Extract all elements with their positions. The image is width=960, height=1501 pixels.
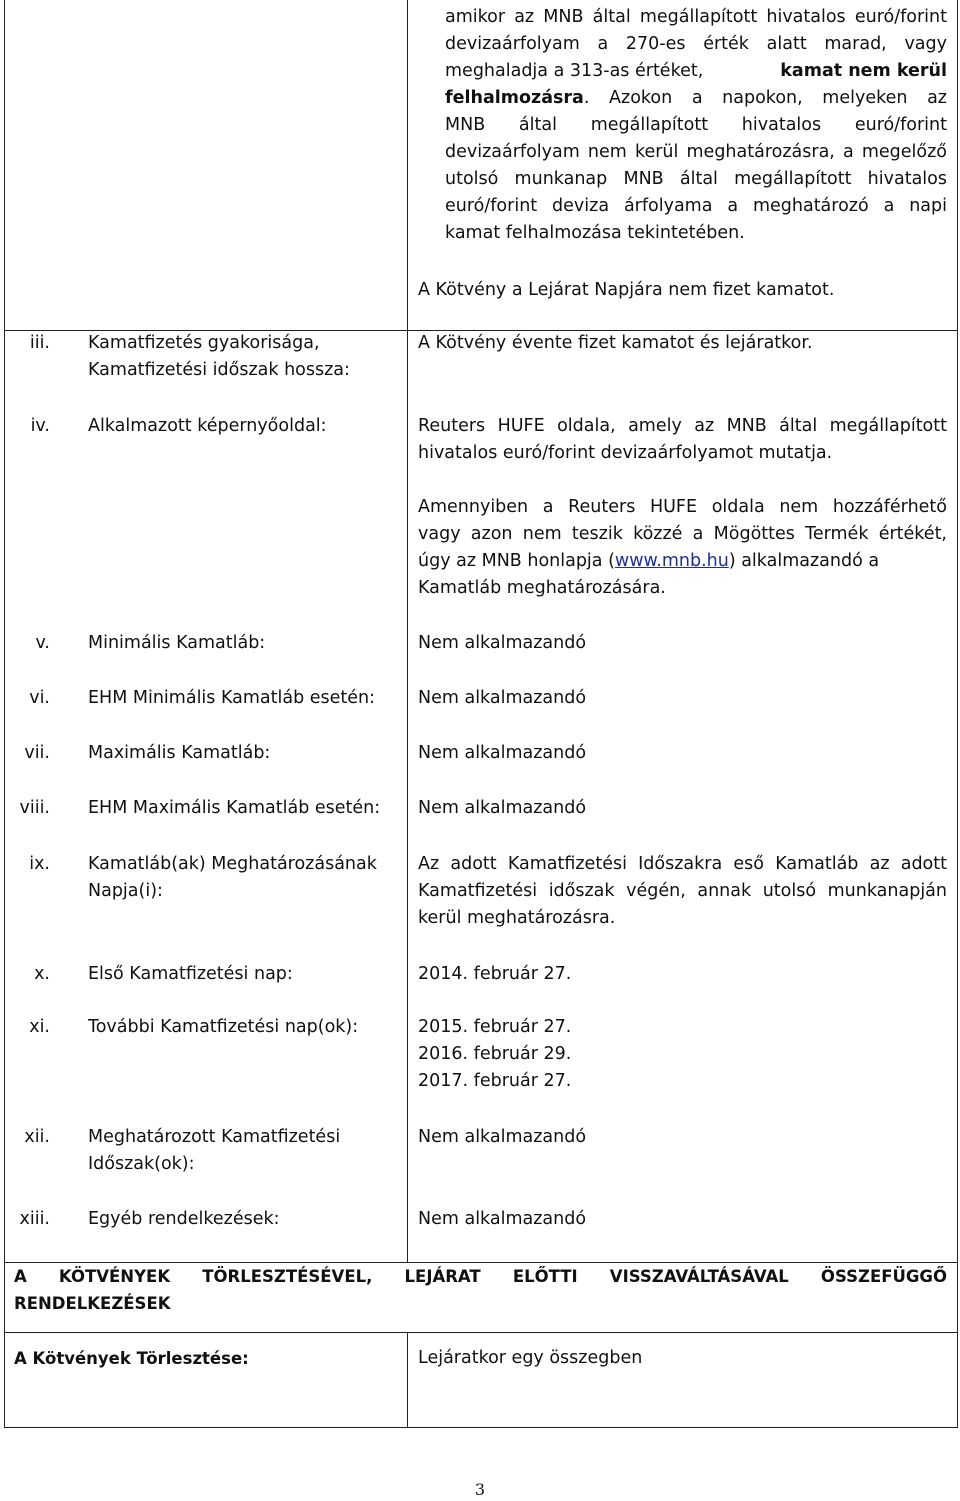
row-label: Meghatározott Kamatfizetési <box>88 1127 341 1147</box>
row-value <box>418 548 947 575</box>
row-label: Minimális Kamatláb: <box>88 633 266 653</box>
paragraph-line <box>445 58 947 85</box>
row-number: ix. <box>29 854 50 874</box>
row-number: xi. <box>29 1017 50 1037</box>
row-value: Nem alkalmazandó <box>418 688 587 708</box>
paragraph-line: kamat felhalmozása tekintetében. <box>445 223 745 243</box>
table-border-right <box>957 0 958 1428</box>
payment-date: 2016. február 29. <box>418 1044 572 1064</box>
row-number: iv. <box>30 416 50 436</box>
payment-date: 2017. február 27. <box>418 1071 572 1091</box>
row-value-text: ) alkalmazandó a <box>728 551 880 571</box>
no-interest-note: A Kötvény a Lejárat Napjára nem fizet kamatot. <box>418 280 835 300</box>
row-value: Nem alkalmazandó <box>418 1127 587 1147</box>
mnb-website-link[interactable]: www.mnb.hu <box>614 551 729 571</box>
section-heading: A KÖTVÉNYEK TÖRLESZTÉSÉVEL, LEJÁRAT ELŐTTI VISSZAVÁLTÁSÁVAL ÖSSZEFÜGGŐ <box>14 1267 947 1286</box>
row-label: Kamatfizetés gyakorisága, <box>88 333 320 353</box>
row-number: x. <box>34 964 50 984</box>
bold-text: felhalmozásra <box>445 88 584 108</box>
row-value-text: úgy az MNB honlapja ( <box>418 551 615 571</box>
paragraph-text: . Azokon a napokon, melyeken az <box>583 88 947 108</box>
section-box-left <box>4 1262 5 1428</box>
paragraph-line: MNB által megállapított hivatalos euró/forint <box>445 115 947 135</box>
row-label: Maximális Kamatláb: <box>88 743 271 763</box>
row-number: vi. <box>29 688 50 708</box>
bold-text: kamat nem kerül <box>780 61 947 81</box>
paragraph-line: amikor az MNB által megállapított hivatalos euró/forint <box>445 7 947 27</box>
row-label: Alkalmazott képernyőoldal: <box>88 416 327 436</box>
row-label: Időszak(ok): <box>88 1154 195 1174</box>
paragraph-text: meghaladja a 313-as értéket, <box>445 61 704 81</box>
row-value: Az adott Kamatfizetési Időszakra eső Kamatláb az adott <box>418 854 947 874</box>
row-number: vii. <box>24 743 50 763</box>
row-value: Amennyiben a Reuters HUFE oldala nem hozzáférhető <box>418 497 947 517</box>
page-number: 3 <box>474 1480 486 1499</box>
repayment-label: A Kötvények Törlesztése: <box>14 1349 249 1368</box>
row-value: Reuters HUFE oldala, amely az MNB által megállapított <box>418 416 947 436</box>
row-value: kerül meghatározásra. <box>418 908 616 928</box>
row-value: hivatalos euró/forint devizaárfolyamot mutatja. <box>418 443 833 463</box>
row-value: Kamatfizetési időszak végén, annak utolsó munkanapján <box>418 881 947 901</box>
row-label: Kamatfizetési időszak hossza: <box>88 360 350 380</box>
row-label: EHM Minimális Kamatláb esetén: <box>88 688 376 708</box>
section-box-bottom <box>4 1427 958 1428</box>
paragraph-line: devizaárfolyam a 270-es érték alatt marad, vagy <box>445 34 947 54</box>
row-value: Nem alkalmazandó <box>418 1209 587 1229</box>
paragraph-line <box>445 85 947 112</box>
row-label: Első Kamatfizetési nap: <box>88 964 293 984</box>
section-heading: RENDELKEZÉSEK <box>14 1294 171 1313</box>
paragraph-line: euró/forint deviza árfolyama a meghatározó a napi <box>445 196 947 216</box>
table-column-divider <box>407 0 408 1262</box>
row-number: xiii. <box>19 1209 50 1229</box>
row-label: Napja(i): <box>88 881 163 901</box>
row-label: Egyéb rendelkezések: <box>88 1209 280 1229</box>
row-value: Nem alkalmazandó <box>418 743 587 763</box>
section-box-row-divider <box>4 1332 958 1333</box>
payment-date: 2015. február 27. <box>418 1017 572 1037</box>
row-value: vagy azon nem teszik közzé a Mögöttes Termék értékét, <box>418 524 947 544</box>
paragraph-line: devizaárfolyam nem kerül meghatározásra, a megelőző <box>445 142 947 162</box>
row-label: További Kamatfizetési nap(ok): <box>88 1017 359 1037</box>
row-label: EHM Maximális Kamatláb esetén: <box>88 798 381 818</box>
repayment-value: Lejáratkor egy összegben <box>418 1348 643 1368</box>
row-number: xii. <box>24 1127 50 1147</box>
row-number: v. <box>35 633 50 653</box>
paragraph-line: utolsó munkanap MNB által megállapított hivatalos <box>445 169 947 189</box>
row-value-text <box>418 548 879 575</box>
row-number: iii. <box>29 333 50 353</box>
row-value: 2014. február 27. <box>418 964 572 984</box>
row-value: Nem alkalmazandó <box>418 633 587 653</box>
row-value: A Kötvény évente fizet kamatot és lejáratkor. <box>418 333 813 353</box>
section-box-divider <box>407 1332 408 1428</box>
row-value: Nem alkalmazandó <box>418 798 587 818</box>
row-label: Kamatláb(ak) Meghatározásának <box>88 854 377 874</box>
row-value: Kamatláb meghatározására. <box>418 578 666 598</box>
row-number: viii. <box>19 798 50 818</box>
